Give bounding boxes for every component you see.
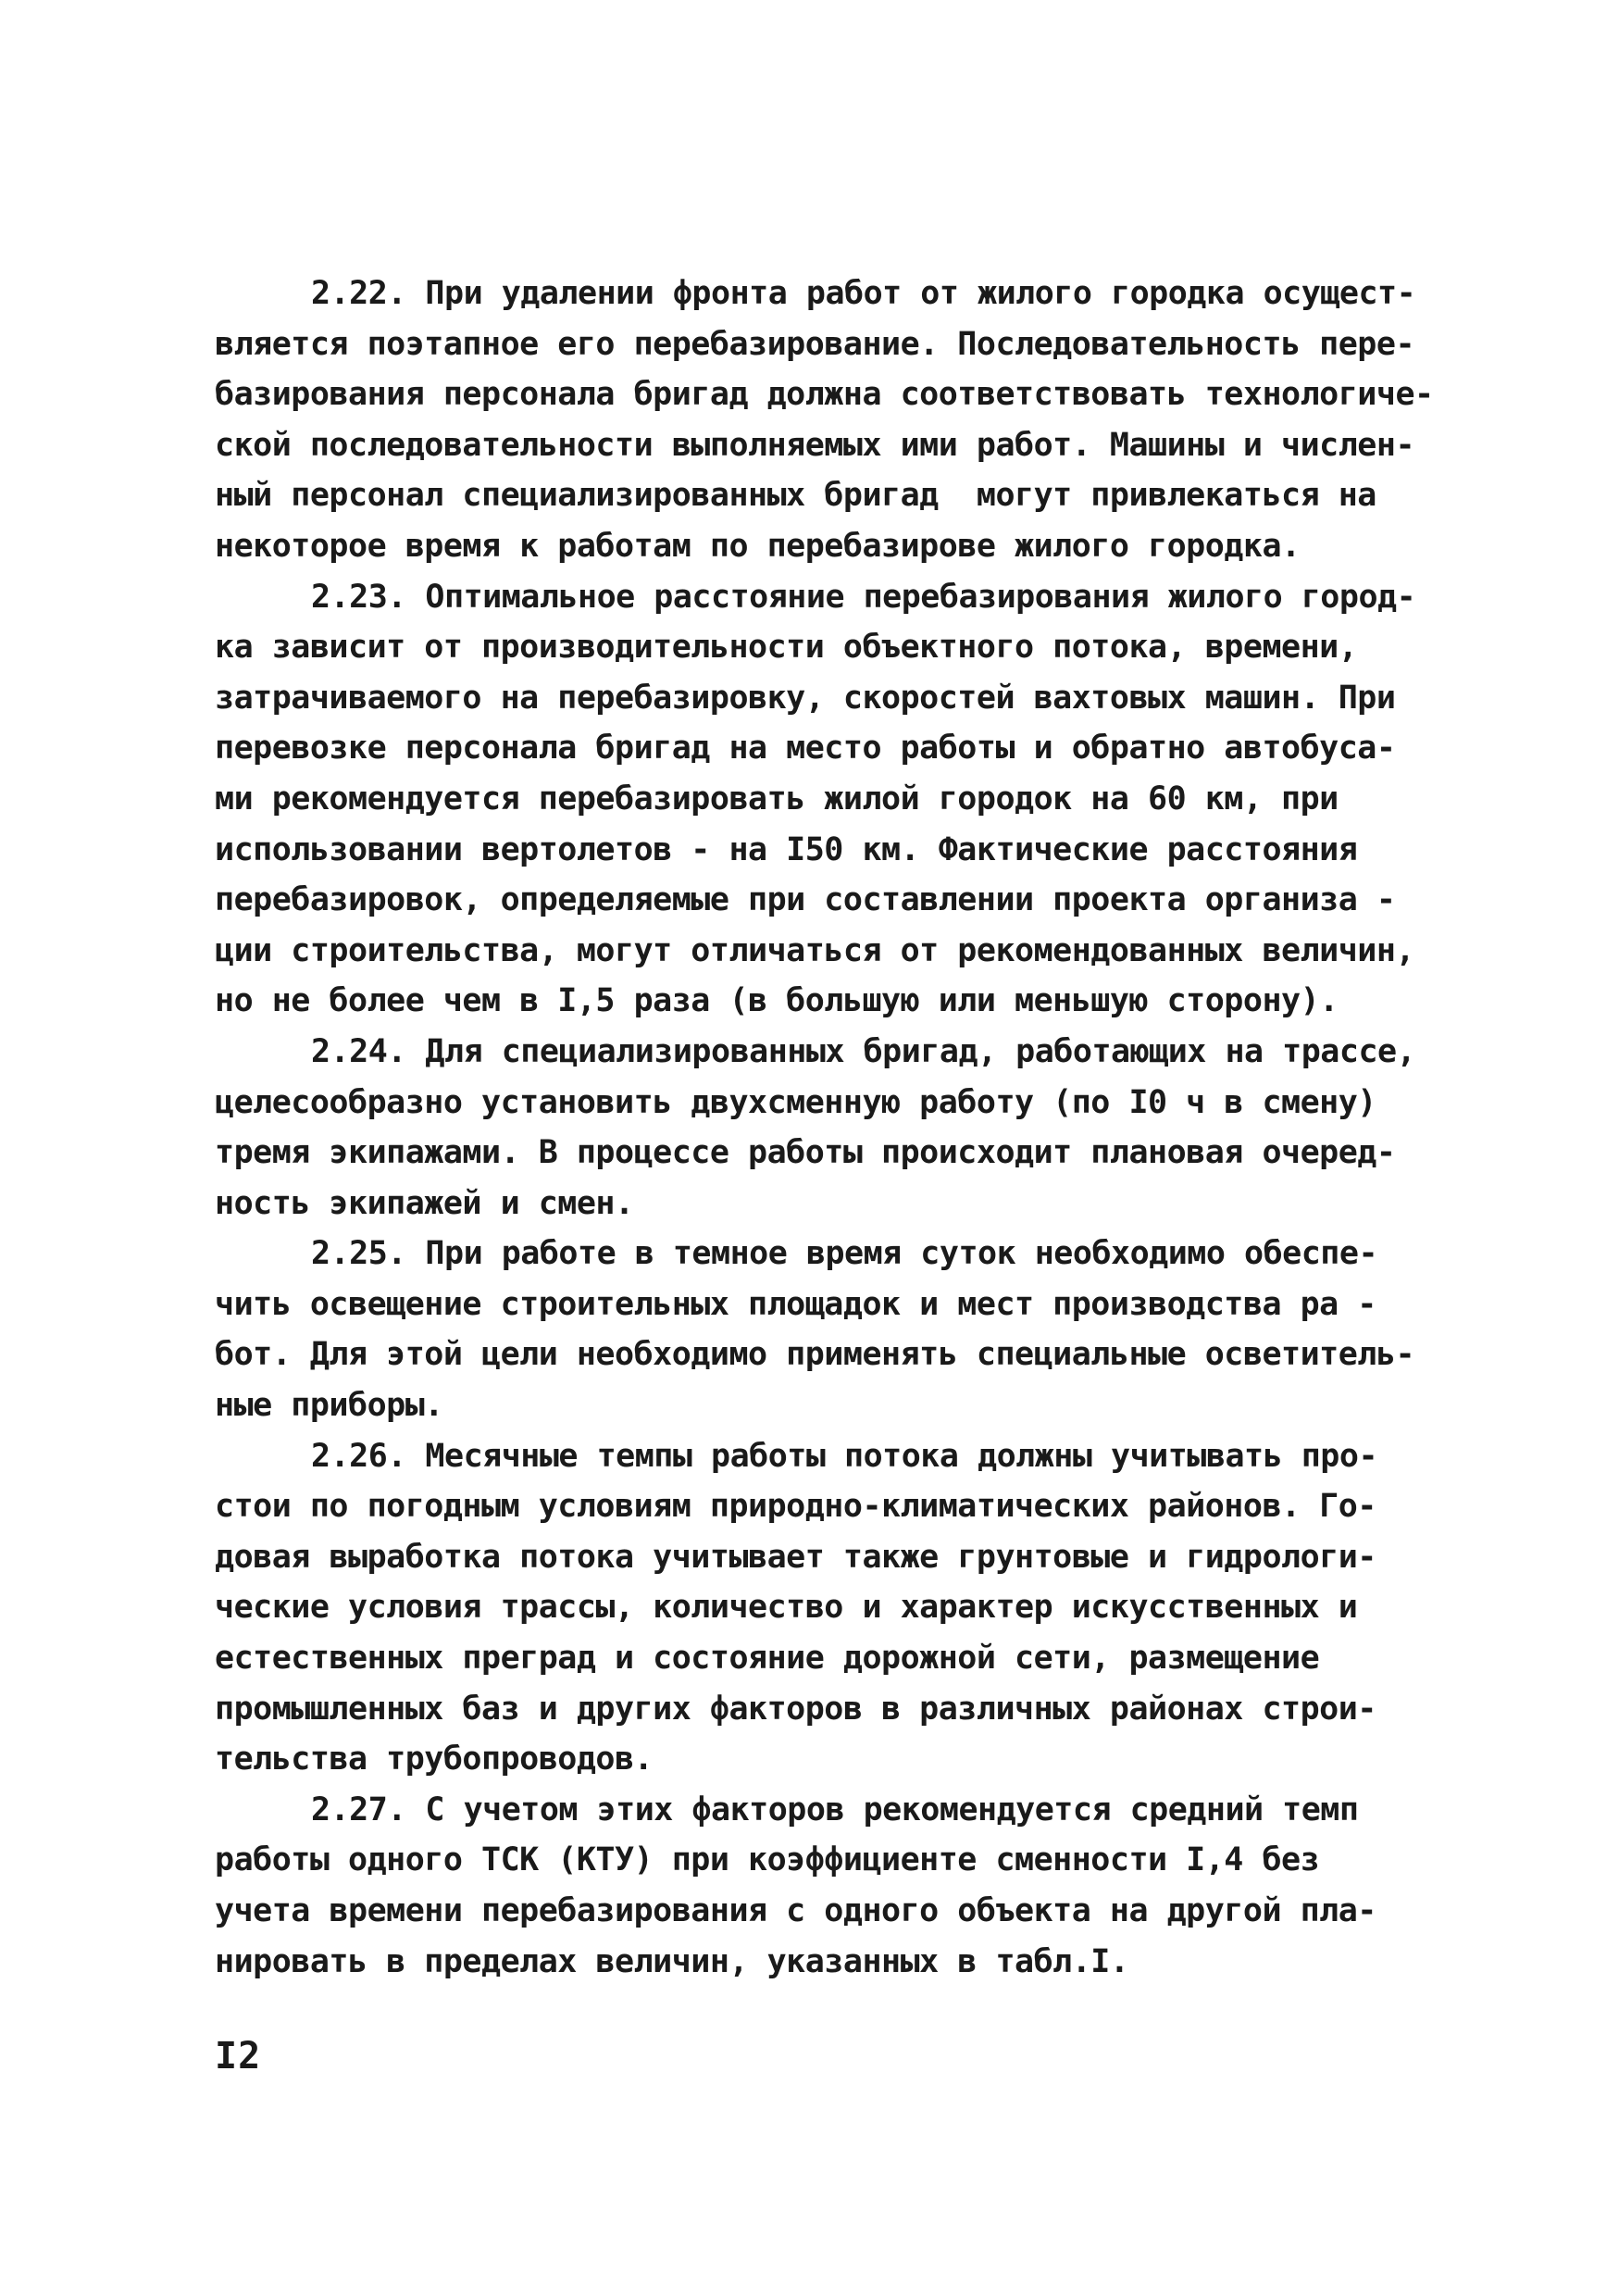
text-line: тремя экипажами. В процессе работы происходит плановая очеред-	[215, 1134, 1396, 1172]
text-line: некоторое время к работам по перебазирове жилого городка.	[215, 527, 1301, 565]
text-line: перебазировок, определяемые при составлении проекта организа -	[215, 881, 1396, 919]
page-number: I2	[215, 2035, 262, 2078]
text-line: бот. Для этой цели необходимо применять специальные осветитель-	[215, 1336, 1415, 1374]
text-line: стои по погодным условиям природно-климатических районов. Го-	[215, 1488, 1376, 1526]
text-line: ми рекомендуется перебазировать жилой городок на 60 км, при	[215, 780, 1339, 817]
text-line: базирования персонала бригад должна соответствовать технологиче-	[215, 376, 1434, 414]
text-line: тельства трубопроводов.	[215, 1741, 654, 1778]
text-line: 2.26. Месячные темпы работы потока должны учитывать про-	[311, 1437, 1378, 1475]
text-line: ской последовательности выполняемых ими работ. Машины и числен-	[215, 426, 1415, 464]
text-line: 2.27. С учетом этих факторов рекомендуется средний темп	[311, 1791, 1359, 1828]
text-line: но не более чем в I,5 раза (в большую или меньшую сторону).	[215, 982, 1339, 1020]
text-line: ные приборы.	[215, 1387, 443, 1425]
text-line: 2.22. При удалении фронта работ от жилого городка осущест-	[311, 275, 1416, 312]
text-line: перевозке персонала бригад на место работы и обратно автобуса-	[215, 730, 1396, 767]
text-line: 2.25. При работе в темное время суток необходимо обеспе-	[311, 1235, 1378, 1273]
text-line: затрачиваемого на перебазировку, скоростей вахтовых машин. При	[215, 679, 1396, 717]
text-line: 2.23. Оптимальное расстояние перебазирования жилого город-	[311, 578, 1416, 616]
text-line: ческие условия трассы, количество и характер искусственных и	[215, 1589, 1358, 1627]
paragraph-2-24	[215, 1027, 1418, 1229]
text-line: использовании вертолетов - на I50 км. Фактические расстояния	[215, 830, 1358, 868]
text-line: ность экипажей и смен.	[215, 1184, 634, 1222]
text-line: довая выработка потока учитывает также грунтовые и гидрологи-	[215, 1538, 1376, 1576]
paragraph-2-25	[215, 1229, 1418, 1430]
paragraph-2-26	[215, 1431, 1418, 1785]
text-line: чить освещение строительных площадок и мест производства ра -	[215, 1285, 1376, 1323]
text-line: целесообразно установить двухсменную работу (по I0 ч в смену)	[215, 1083, 1376, 1121]
paragraph-2-27	[215, 1785, 1418, 1987]
paragraph-2-22	[215, 268, 1434, 572]
text-line: нировать в пределах величин, указанных в табл.I.	[215, 1942, 1129, 1980]
text-line: работы одного ТСК (КТУ) при коэффициенте сменности I,4 без	[215, 1841, 1320, 1879]
text-line: естественных преград и состояние дорожной сети, размещение	[215, 1640, 1320, 1678]
text-line: ции строительства, могут отличаться от рекомендованных величин,	[215, 931, 1415, 969]
text-line: промышленных баз и других факторов в различных районах строи-	[215, 1690, 1376, 1728]
text-line: вляется поэтапное его перебазирование. Последовательность пере-	[215, 325, 1415, 363]
text-line: 2.24. Для специализированных бригад, работающих на трассе,	[311, 1032, 1416, 1070]
text-line: ка зависит от производительности объектного потока, времени,	[215, 629, 1358, 667]
text-line: ный персонал специализированных бригад могут привлекаться на	[215, 477, 1376, 515]
body-text	[215, 268, 1434, 1987]
text-line: учета времени перебазирования с одного объекта на другой пла-	[215, 1892, 1376, 1929]
paragraph-2-23	[215, 572, 1418, 1027]
